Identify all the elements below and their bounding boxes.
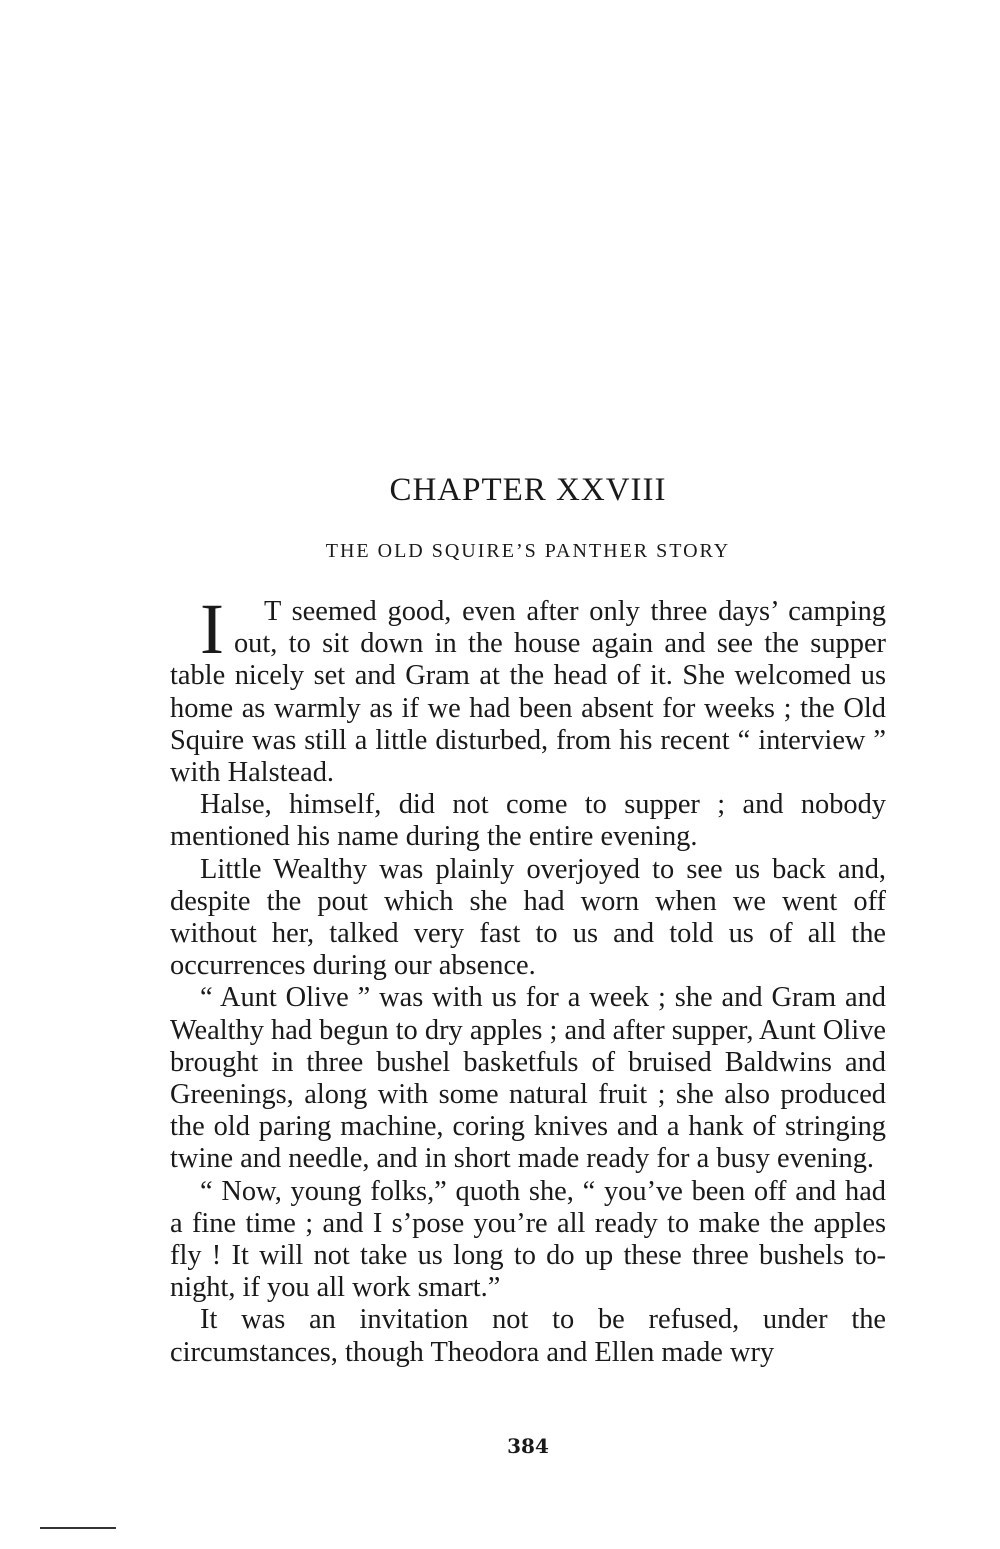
paragraph: Little Wealthy was plainly overjoyed to see us back and, despite the pout which she had worn when we went off without her, talked very fast to us and told us of all the occurrences during our absence. [170,853,886,982]
paragraph: “ Now, young folks,” quoth she, “ you’ve been off and had a fine time ; and I s’pose you’re all ready to make the apples fly ! It will not take us long to do up these three bushels to-night, if you all work smart.” [170,1175,886,1304]
scan-edge-mark [40,1527,116,1529]
opening-paragraph [170,589,886,789]
drop-cap: I [200,589,224,669]
opening-paragraph-text: T seemed good, even after only three days’ camping out, to sit down in the house again and see the supper table nicely set and Gram at the head of it. She welcomed us home as warmly as if we had been absent for weeks ; the Old Squire was still a little disturbed, from his recent “ interview ” with Halstead. [170,596,886,789]
paragraph: Halse, himself, did not come to supper ; and nobody mentioned his name during the entire evening. [170,789,886,853]
page-number: 384 [507,1434,549,1458]
chapter-body [170,589,886,1369]
chapter-subtitle: THE OLD SQUIRE’S PANTHER STORY [325,540,731,562]
paragraph: “ Aunt Olive ” was with us for a week ; she and Gram and Wealthy had begun to dry apples ; and after supper, Aunt Olive brought in three bushel basketfuls of bruised Baldwins and Greenings, along with some natural fruit ; she also produced the old paring machine, coring knives and a hank of stringing twine and needle, and in short made ready for a busy evening. [170,982,886,1175]
paragraph: It was an invitation not to be refused, under the circumstances, though Theodora and Ellen made wry [170,1304,886,1368]
chapter-title: CHAPTER XXVIII [389,472,667,508]
